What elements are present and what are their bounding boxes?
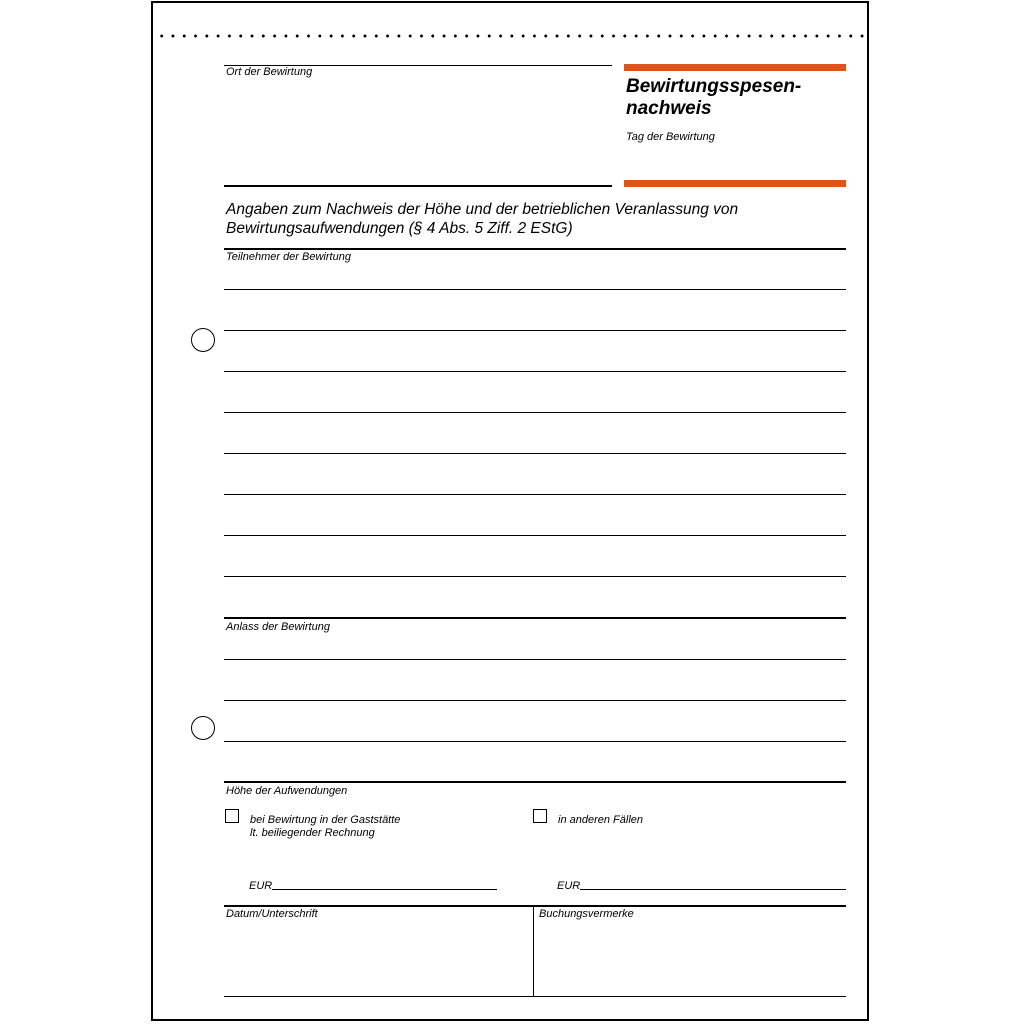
gaststaette-checkbox[interactable] (225, 809, 239, 823)
andere-faelle-label: in anderen Fällen (558, 814, 644, 826)
teilnehmer-line[interactable] (224, 535, 846, 536)
teilnehmer-line[interactable] (224, 576, 846, 577)
eur-amount-line-right[interactable] (580, 889, 846, 890)
teilnehmer-line[interactable] (224, 453, 846, 454)
teilnehmer-line[interactable] (224, 289, 846, 290)
bottom-section-divider (533, 906, 534, 997)
heading-underline (224, 248, 846, 250)
teilnehmer-line[interactable] (224, 371, 846, 372)
andere-faelle-checkbox[interactable] (533, 809, 547, 823)
ort-field-line[interactable] (224, 185, 612, 187)
ort-label: Ort der Bewirtung (226, 66, 313, 78)
form-title-line2: nachweis (626, 98, 712, 119)
eur-label-right: EUR (557, 880, 581, 892)
perforation-line (156, 33, 868, 39)
tag-label: Tag der Bewirtung (626, 131, 715, 143)
buchung-label: Buchungsvermerke (539, 908, 634, 920)
teilnehmer-line[interactable] (224, 494, 846, 495)
eur-label-left: EUR (249, 880, 273, 892)
title-bar-bottom (624, 180, 846, 187)
anlass-line[interactable] (224, 659, 846, 660)
section-heading (226, 200, 738, 238)
anlass-line[interactable] (224, 700, 846, 701)
section-heading-line2: Bewirtungsaufwendungen (§ 4 Abs. 5 Ziff. 2 EStG) (226, 220, 573, 237)
punch-hole-top (191, 328, 215, 352)
teilnehmer-line[interactable] (224, 412, 846, 413)
bottom-section-end-line (224, 996, 846, 997)
eur-amount-line-left[interactable] (272, 889, 497, 890)
gaststaette-label-line1: bei Bewirtung in der Gaststätte (250, 814, 401, 826)
teilnehmer-end-line (224, 617, 846, 619)
teilnehmer-label: Teilnehmer der Bewirtung (226, 251, 351, 263)
punch-hole-bottom (191, 716, 215, 740)
gaststaette-label-line2: lt. beiliegender Rechnung (250, 827, 375, 839)
anlass-line[interactable] (224, 741, 846, 742)
section-heading-line1: Angaben zum Nachweis der Höhe und der betrieblichen Veranlassung von (226, 201, 739, 218)
anlass-label: Anlass der Bewirtung (226, 621, 330, 633)
hoehe-label: Höhe der Aufwendungen (226, 785, 348, 797)
form-title (626, 76, 801, 120)
anlass-end-line (224, 781, 846, 783)
form-sheet (151, 1, 869, 1021)
bottom-section-top-line (224, 905, 846, 907)
form-title-line1: Bewirtungsspesen- (626, 76, 802, 97)
datum-label: Datum/Unterschrift (226, 908, 318, 920)
title-bar-top (624, 64, 846, 71)
teilnehmer-line[interactable] (224, 330, 846, 331)
